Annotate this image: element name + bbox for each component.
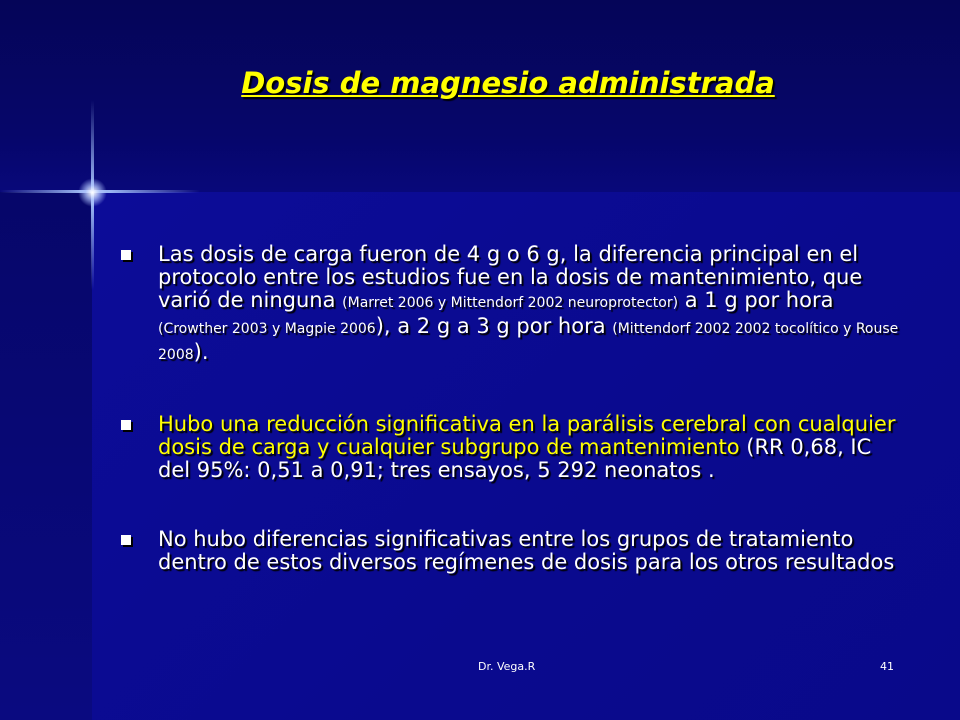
footer-author: Dr. Vega.R — [478, 660, 536, 673]
bullet-text: a 1 g por hora — [678, 288, 834, 312]
bullet-text: ). — [193, 340, 209, 364]
footer-page-number: 41 — [880, 660, 894, 673]
square-bullet-icon — [121, 535, 131, 545]
light-flare-icon — [78, 178, 107, 207]
square-bullet-icon — [121, 250, 131, 260]
bullet-item-no-differences — [118, 528, 908, 574]
bullet-item-dosing — [118, 243, 908, 367]
bullet-text: (RR 0,68, IC del 95%: 0,51 a 0,91; tres ensayos, 5 292 neonatos . — [158, 435, 872, 482]
bullet-text: No hubo diferencias significativas entre los grupos de tratamiento dentro de estos diversos regímenes de dosis para los otros resultados — [158, 527, 895, 574]
citation-text: (Mittendorf 2002 2002 tocolítico y Rouse 2008 — [158, 321, 899, 363]
citation-text: (Crowther 2003 y Magpie 2006 — [158, 321, 376, 337]
highlighted-text: Hubo una reducción significativa en la parálisis cerebral con cualquier dosis de carga y cualquier subgrupo de mantenimiento — [158, 412, 896, 459]
bullet-text: ), a 2 g a 3 g por hora — [375, 314, 613, 338]
bullet-list — [118, 243, 908, 574]
citation-text: (Marret 2006 y Mittendorf 2002 neuroprotector) — [342, 295, 679, 311]
bullet-text: Las dosis de carga fueron de 4 g o 6 g, la diferencia principal en el protocolo entre los estudios fue en la dosis de mantenimiento, que varió de ninguna — [158, 242, 863, 312]
square-bullet-icon — [121, 420, 131, 430]
slide-title: Dosis de magnesio administrada — [241, 66, 775, 100]
bullet-item-reduction — [118, 413, 908, 482]
